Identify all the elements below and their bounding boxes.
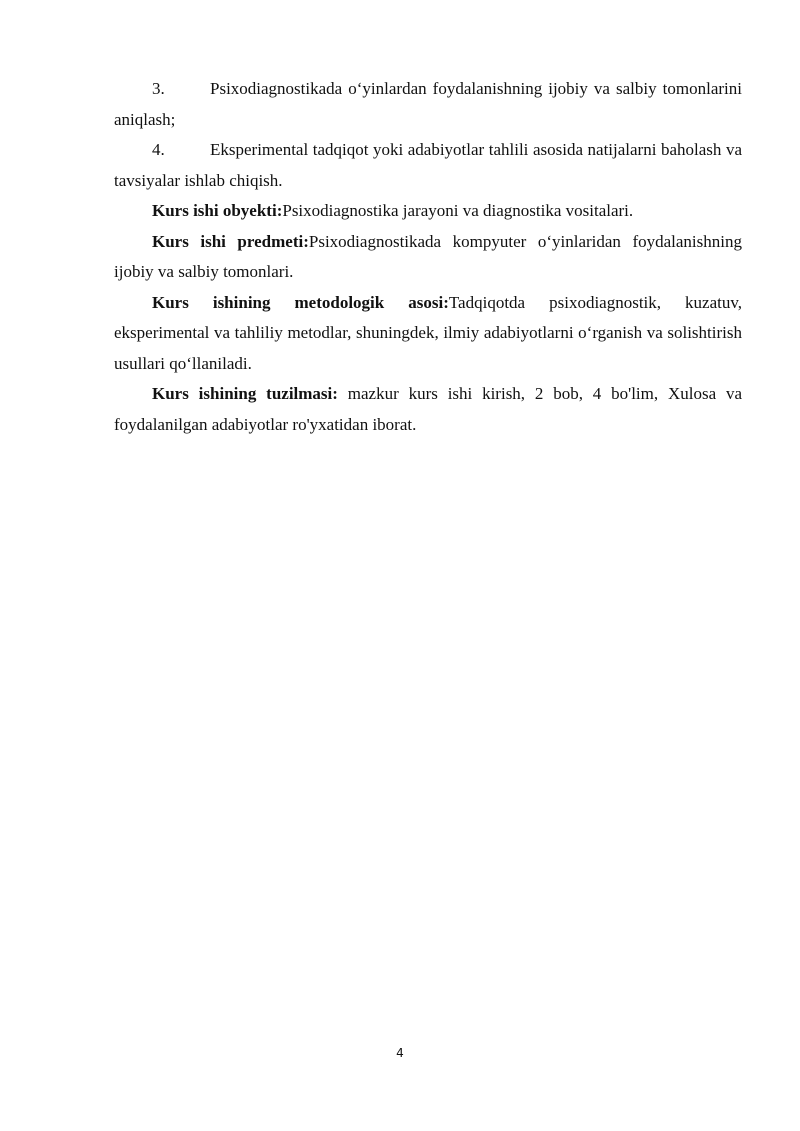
section-subject [114, 227, 742, 288]
section-text: Psixodiagnostika jarayoni va diagnostika vositalari. [282, 201, 634, 220]
section-label: Kurs ishi predmeti: [152, 231, 309, 251]
list-item-text: Psixodiagnostikada o‘yinlardan foydalanishning ijobiy va salbiy tomonlarini aniqlash; [114, 79, 742, 129]
list-item-3 [114, 74, 742, 135]
section-text: mazkur kurs ishi kirish, 2 bob, 4 bo'lim, Xulosa va foydalanilgan adabiyotlar ro'yxatidan iborat. [114, 384, 742, 434]
list-item-4 [114, 135, 742, 196]
section-text: Tadqiqotda psixodiagnostik, kuzatuv, eksperimental va tahliliy metodlar, shuningdek, ilmiy adabiyotlarni o‘rganish va solishtirish usullari qo‘llaniladi. [114, 292, 742, 373]
section-label: Kurs ishining tuzilmasi: [152, 384, 338, 403]
section-structure [114, 379, 742, 440]
page-content [114, 74, 742, 440]
section-label: Kurs ishining metodologik asosi: [152, 292, 449, 312]
list-item-number: 4. [152, 140, 165, 159]
section-label: Kurs ishi obyekti: [152, 201, 283, 220]
section-text: Psixodiagnostikada kompyuter o‘yinlaridan foydalanishning ijobiy va salbiy tomonlari. [114, 231, 742, 281]
list-item-text: Eksperimental tadqiqot yoki adabiyotlar tahlili asosida natijalarni baholash va tavsiyalar ishlab chiqish. [114, 140, 742, 190]
section-object [114, 196, 742, 227]
section-methodology [114, 288, 742, 380]
list-item-number: 3. [152, 79, 165, 98]
page-number: 4 [396, 1046, 404, 1060]
